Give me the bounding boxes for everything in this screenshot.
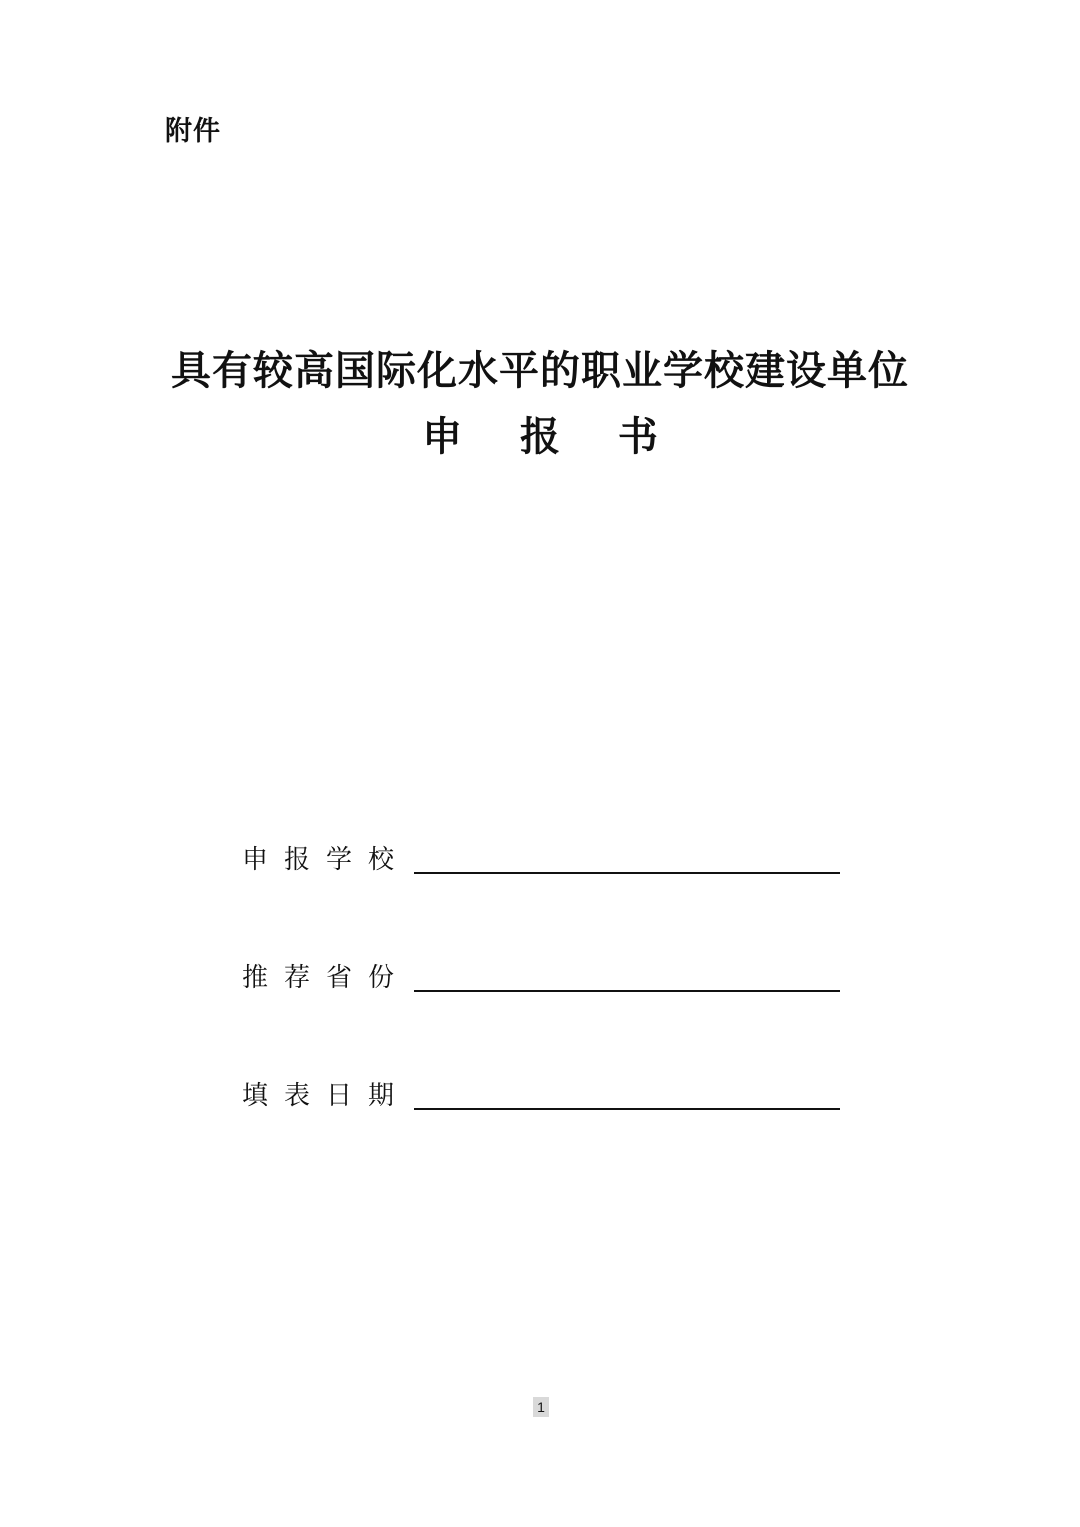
province-label: 推荐省份 [242, 963, 411, 993]
document-title: 具有较高国际化水平的职业学校建设单位 [171, 348, 909, 394]
form-row-province [242, 956, 862, 1074]
application-form [242, 838, 862, 1192]
page-number: 1 [533, 1397, 549, 1417]
date-input-line[interactable] [414, 1108, 840, 1110]
document-title-block [0, 344, 1080, 464]
province-input-line[interactable] [414, 990, 840, 992]
attachment-label: 附件 [165, 116, 221, 147]
form-row-date [242, 1074, 862, 1192]
school-label: 申报学校 [242, 845, 411, 875]
school-input-line[interactable] [414, 872, 840, 874]
document-subtitle: 申 报 书 [422, 414, 680, 460]
date-label: 填表日期 [242, 1081, 411, 1111]
form-row-school [242, 838, 862, 956]
